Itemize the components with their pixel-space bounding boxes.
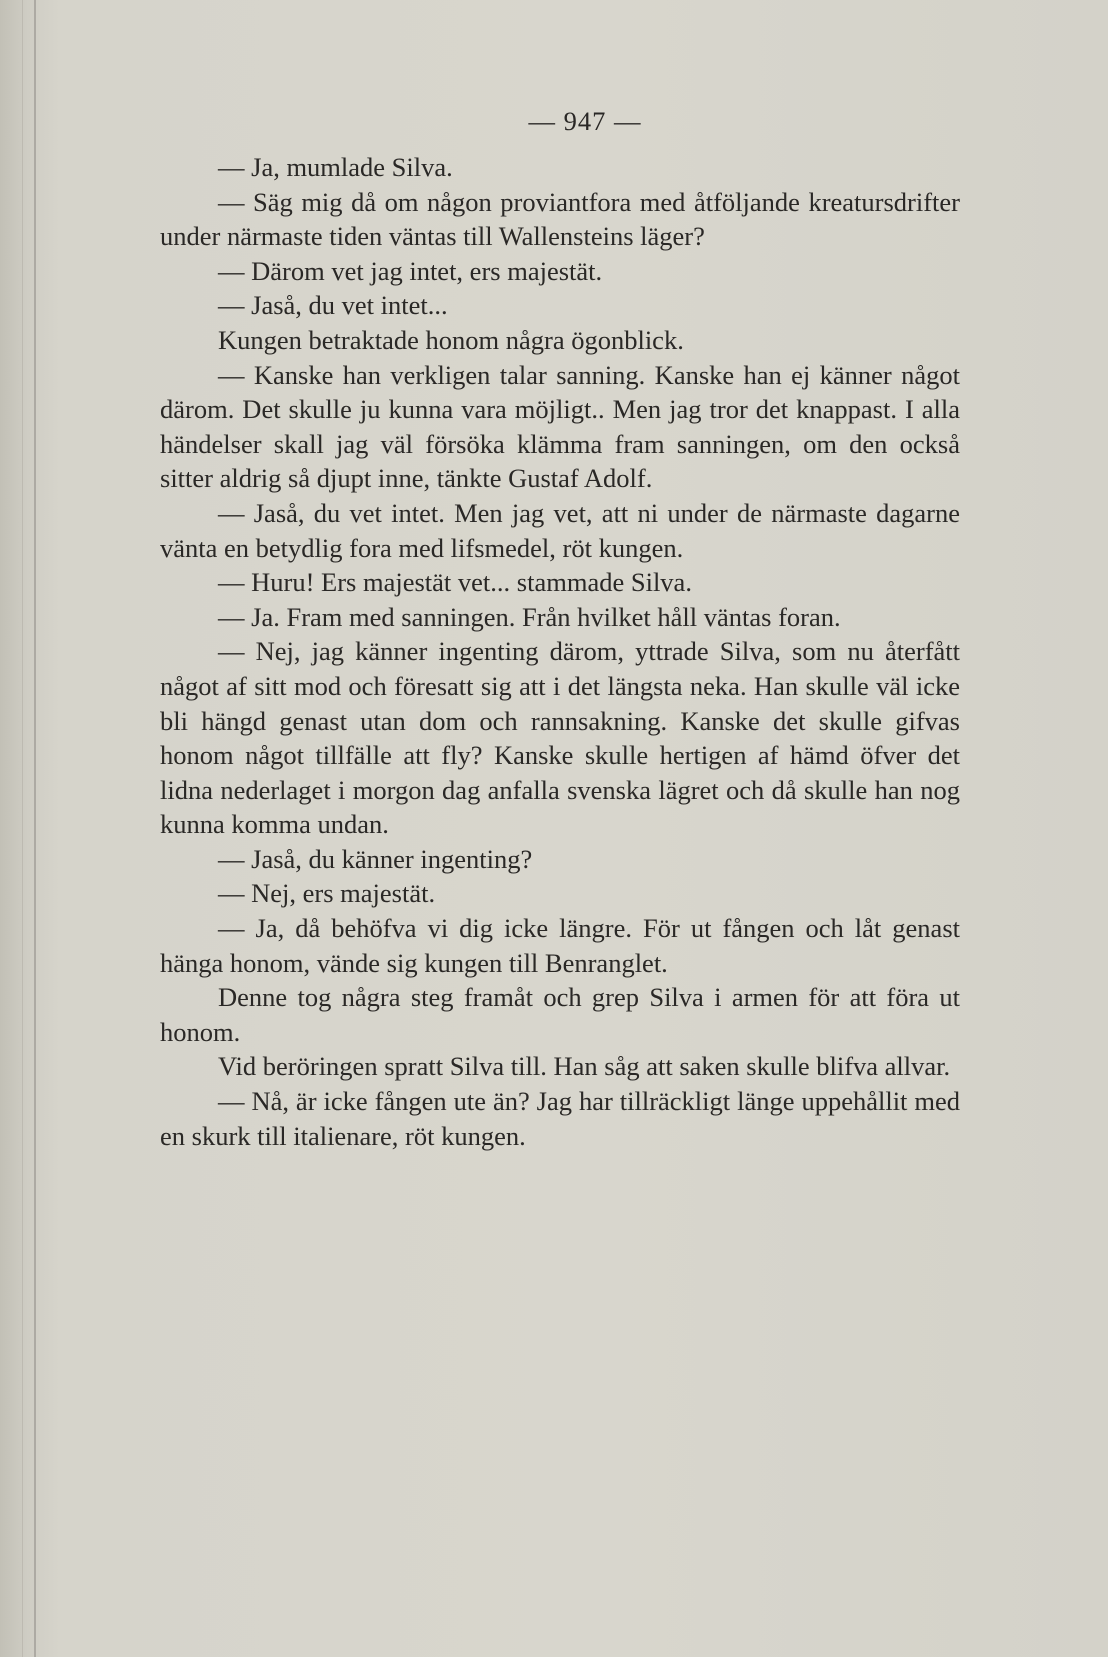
paragraph: — Säg mig då om någon proviantfora med åtföljande kreatursdrifter under närmaste tiden väntas till Wallensteins läger? [160,186,960,252]
paragraph: Denne tog några steg framåt och grep Silva i armen för att föra ut honom. [160,982,960,1047]
paragraph: — Ja, då behöfva vi dig icke längre. För ut fången och låt genast hänga honom, vände sig kungen till Benranglet. [160,913,960,978]
page-number: — 947 — [528,106,642,136]
paragraph: — Därom vet jag intet, ers majestät. [218,255,603,286]
paragraph: — Nej, jag känner ingenting därom, yttrade Silva, som nu återfått något af sitt mod och föresatt sig att i det längsta neka. Han skulle väl icke bli hängd genast utan dom och rannsakning. Kanske det skulle gifvas honom något tillfälle att fly? Kanske skulle hertigen af hämd öfver det lidna nederlaget i morgon dag anfalla svenska lägret och då skulle han nog kunna komma undan. [160,636,960,840]
paragraph: — Ja, mumlade Silva. [218,152,453,182]
page-text [160,98,960,1153]
binding-shadow [22,0,23,1657]
paragraph: Vid beröringen spratt Silva till. Han såg att saken skulle blifva allvar. [218,1051,951,1082]
paragraph: — Nej, ers majestät. [218,878,436,909]
paragraph: — Jaså, du vet intet. Men jag vet, att ni under de närmaste dagarne vänta en betydlig fora med lifsmedel, röt kungen. [160,497,960,563]
paragraph: — Ja. Fram med sanningen. Från hvilket håll väntas foran. [218,601,841,632]
paragraph: — Jaså, du vet intet... [218,290,448,321]
paragraph: — Jaså, du känner ingenting? [218,843,533,874]
paragraph: — Nå, är icke fången ute än? Jag har tillräckligt länge uppehållit med en skurk till italienare, röt kungen. [160,1086,960,1151]
paragraph: Kungen betraktade honom några ögonblick. [218,324,684,355]
paragraph: — Kanske han verkligen talar sanning. Kanske han ej känner något därom. Det skulle ju kunna vara möjligt.. Men jag tror det knappast. I alla händelser skall jag väl försöka klämma fram sanningen, om den också sitter aldrig så djupt inne, tänkte Gustaf Adolf. [160,359,960,494]
binding-edge [34,0,36,1657]
paragraph: — Huru! Ers majestät vet... stammade Silva. [218,567,692,598]
